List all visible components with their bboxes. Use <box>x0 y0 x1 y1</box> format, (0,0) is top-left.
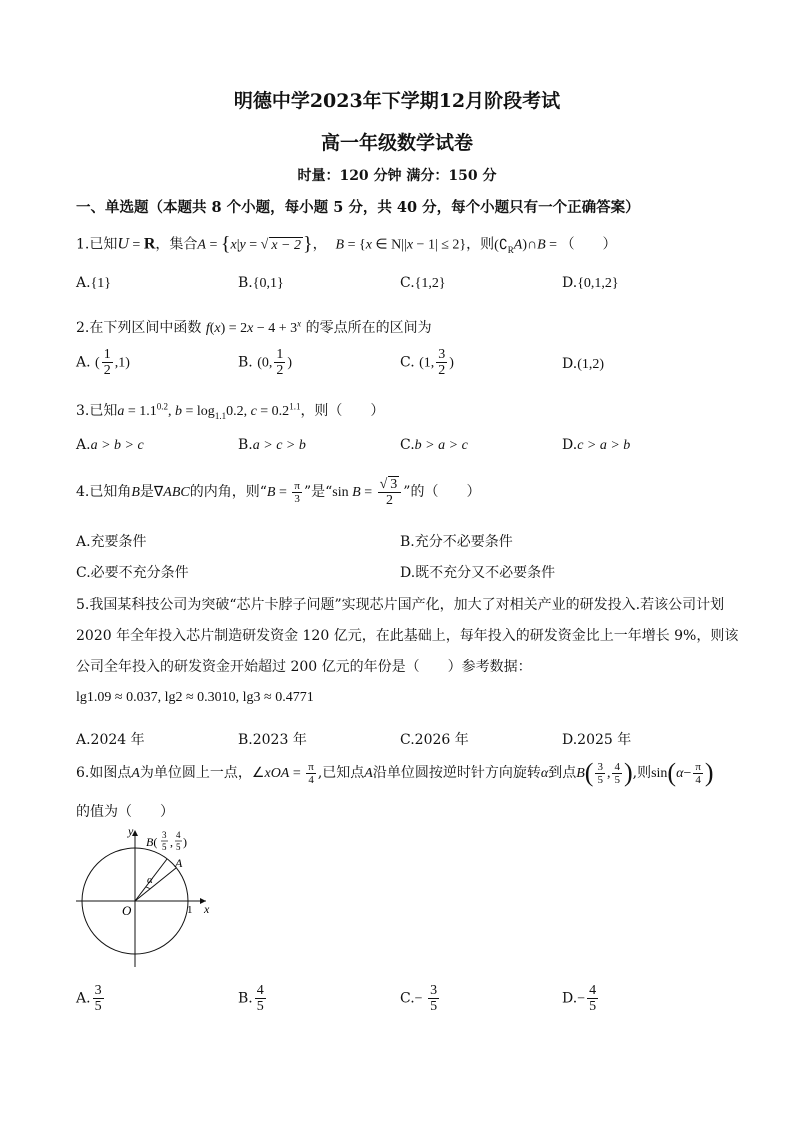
point-b-x-num: 3 <box>162 830 167 840</box>
q2-option-a[interactable]: A. ( $\frac{1}{2}$ ,1) <box>76 347 130 378</box>
question-5-line-1: 5.我国某科技公司为突破“芯片卡脖子问题”实现芯片国产化，加大了对相关产业的研发投入.若该公司计划 <box>76 597 725 613</box>
q1-option-d[interactable]: D.{0,1,2} <box>562 275 619 291</box>
q3-option-c[interactable]: C.b > a > c <box>400 437 468 453</box>
question-6: 6.如图点A为单位圆上一点，∠xOA = $\frac{\pi}{4}$ ,已知点A沿单位圆按逆时针方向旋转α到点B( $\frac{3}{5}$ , $\frac{4}{5}$ ),则sin(α− $\frac{\pi}{4}$ ) <box>76 758 714 787</box>
q1-option-a[interactable]: A.{1} <box>76 275 112 291</box>
question-4: 4.已知角B是∇ABC的内角，则“B = $\frac{\pi}{3}$ ”是“sin B = $\frac{√ 3}{2}$ ”的（ ） <box>76 477 481 508</box>
question-2: 2.在下列区间中函数 $f(x) = 2x - 4 + 3^x$ 的零点所在的区间为 <box>76 318 432 336</box>
x-label: x <box>204 902 210 916</box>
svg-text:): ) <box>183 835 187 849</box>
q1-option-b[interactable]: B.{0,1} <box>238 275 284 291</box>
q2-option-b[interactable]: B. (0, $\frac{1}{2}$ ) <box>238 347 293 378</box>
svg-text:,: , <box>170 835 173 849</box>
origin-label: O <box>122 903 132 918</box>
exam-title: 明德中学2023年下学期12月阶段考试 <box>233 90 561 112</box>
q5-option-d[interactable]: D.2025 年 <box>562 732 632 748</box>
point-b-label: B( <box>146 835 158 849</box>
exam-meta: 时量：120 分钟 满分：150 分 <box>297 168 497 184</box>
q1-option-c[interactable]: C.{1,2} <box>400 275 446 291</box>
unit-circle-figure <box>70 822 230 972</box>
q6-option-c[interactable]: C.− $\frac{3}{5}$ <box>400 983 438 1014</box>
q1-t2: ， <box>312 236 327 253</box>
q5-option-a[interactable]: A.2024 年 <box>76 732 145 748</box>
q2-option-d[interactable]: D.(1,2) <box>562 356 605 372</box>
q4-option-a[interactable]: A.充要条件 <box>76 534 147 550</box>
section-heading: 一、单选题（本题共 8 个小题，每小题 5 分，共 40 分，每个小题只有一个正确答案） <box>76 199 640 216</box>
question-6-line-2: 的值为（ ） <box>76 804 174 820</box>
y-label: y <box>128 824 134 838</box>
q1-t1: ，集合 <box>155 236 198 253</box>
q6-option-d[interactable]: D.− $\frac{4}{5}$ <box>562 983 597 1014</box>
q6-option-a[interactable]: A. $\frac{3}{5}$ <box>76 983 102 1014</box>
point-b-y-den: 5 <box>176 842 181 852</box>
exam-subtitle: 高一年级数学试卷 <box>320 132 473 154</box>
question-5-reference-data: lg1.09 ≈ 0.037, lg2 ≈ 0.3010, lg3 ≈ 0.4771 <box>76 690 314 705</box>
q1-t3: ，则 <box>466 236 495 253</box>
question-1: 1.已知U = R，集合A = {x|y = √ x − 2 }， B = {x ∈ N||x − 1| ≤ 2}，则$(∁_RA)\cap B$ = （ ） <box>76 233 617 255</box>
q4-option-d[interactable]: D.既不充分又不必要条件 <box>400 565 556 581</box>
angle-arc <box>146 887 150 889</box>
q6-option-b[interactable]: B. $\frac{4}{5}$ <box>238 983 264 1014</box>
q5-option-b[interactable]: B.2023 年 <box>238 732 307 748</box>
q2-option-c[interactable]: C. (1, $\frac{3}{2}$ ) <box>400 347 454 378</box>
point-b-y-num: 4 <box>176 830 181 840</box>
point-b-x-den: 5 <box>162 842 167 852</box>
q3-option-d[interactable]: D.c > a > b <box>562 437 631 453</box>
q4-option-c[interactable]: C.必要不充分条件 <box>76 565 189 581</box>
q5-option-c[interactable]: C.2026 年 <box>400 732 469 748</box>
question-5-line-2: 2020 年全年投入芯片制造研发资金 120 亿元，在此基础上，每年投入的研发资金比上一年增长 9%，则该 <box>76 628 739 644</box>
question-5-line-3: 公司全年投入的研发资金开始超过 200 亿元的年份是（ ）参考数据： <box>76 659 532 675</box>
question-3: 3.已知$a = 1.1^{0.2}$, $b = \log_{1.1}0.2$, $c = 0.2^{1.1}$，则（ ） <box>76 401 385 421</box>
alpha-label: α <box>147 874 153 886</box>
q3-option-b[interactable]: B.a > c > b <box>238 437 306 453</box>
point-a-label: A <box>175 856 183 870</box>
ray-oa <box>135 868 176 901</box>
q1-prefix: 1.已知 <box>76 236 118 253</box>
q1-t4: （ ） <box>560 236 617 253</box>
q4-option-b[interactable]: B.充分不必要条件 <box>400 534 513 550</box>
one-label: 1 <box>187 904 193 916</box>
q3-option-a[interactable]: A.a > b > c <box>76 437 144 453</box>
